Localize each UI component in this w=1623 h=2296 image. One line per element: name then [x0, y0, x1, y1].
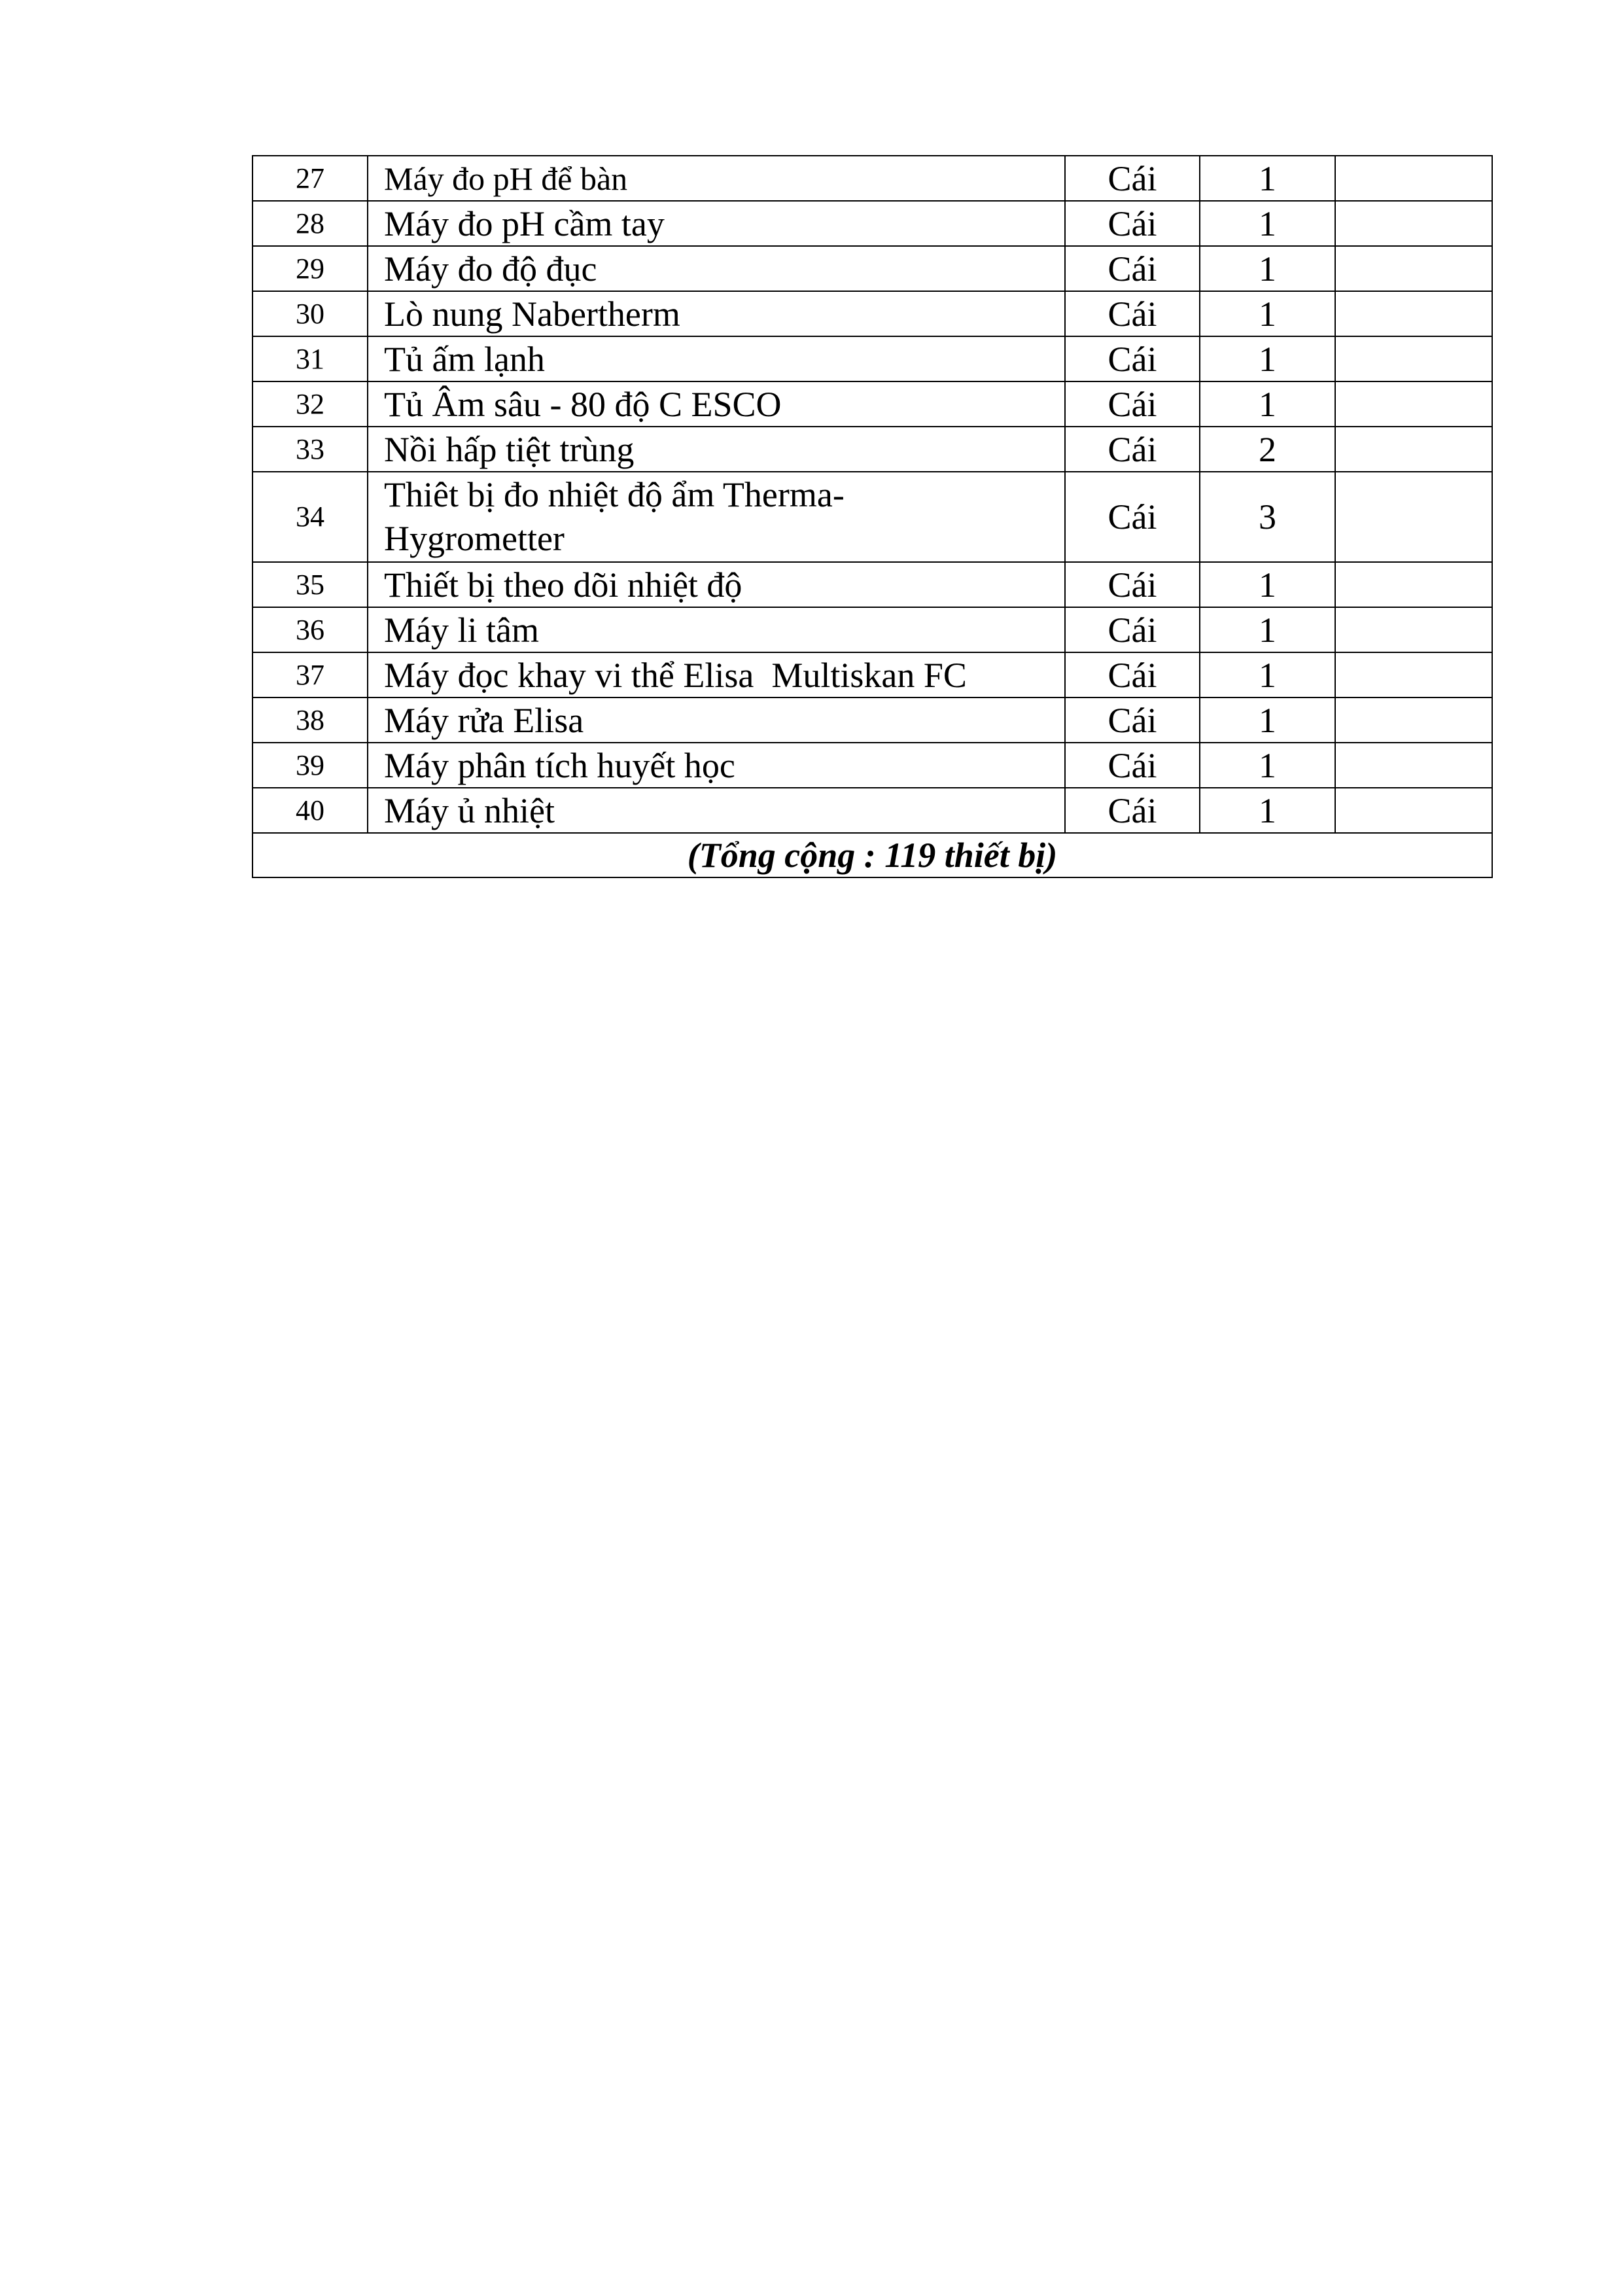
unit: Cái: [1065, 607, 1200, 652]
row-number: 31: [253, 336, 368, 381]
table-row: [253, 652, 1492, 698]
quantity: 1: [1200, 698, 1335, 743]
row-number: 34: [253, 472, 368, 562]
note: [1335, 698, 1492, 743]
quantity: 1: [1200, 562, 1335, 607]
table-row: [253, 336, 1492, 381]
equipment-name: Nồi hấp tiệt trùng: [368, 427, 1065, 472]
note: [1335, 291, 1492, 336]
unit: Cái: [1065, 472, 1200, 562]
table-row: [253, 427, 1492, 472]
equipment-name: Máy đo pH để bàn: [368, 156, 1065, 201]
unit: Cái: [1065, 201, 1200, 246]
unit: Cái: [1065, 291, 1200, 336]
equipment-name-line-2: Hygrometter: [384, 519, 565, 558]
equipment-name: [368, 472, 1065, 562]
equipment-table: [252, 155, 1493, 878]
row-number: 37: [253, 652, 368, 698]
equipment-name: Tủ Âm sâu - 80 độ C ESCO: [368, 381, 1065, 427]
quantity: 1: [1200, 291, 1335, 336]
equipment-name: Máy ủ nhiệt: [368, 788, 1065, 833]
unit: Cái: [1065, 788, 1200, 833]
table-row: [253, 381, 1492, 427]
row-number: 28: [253, 201, 368, 246]
table-row: [253, 291, 1492, 336]
quantity: 1: [1200, 201, 1335, 246]
table-row: [253, 201, 1492, 246]
equipment-name: Máy đo pH cầm tay: [368, 201, 1065, 246]
quantity: 1: [1200, 743, 1335, 788]
equipment-name: Máy đọc khay vi thể Elisa Multiskan FC: [368, 652, 1065, 698]
unit: Cái: [1065, 743, 1200, 788]
row-number: 40: [253, 788, 368, 833]
table-row: [253, 743, 1492, 788]
quantity: 1: [1200, 607, 1335, 652]
unit: Cái: [1065, 156, 1200, 201]
table-row: [253, 562, 1492, 607]
equipment-name: Máy li tâm: [368, 607, 1065, 652]
equipment-name: Máy rửa Elisa: [368, 698, 1065, 743]
unit: Cái: [1065, 381, 1200, 427]
equipment-name: Tủ ấm lạnh: [368, 336, 1065, 381]
table-row: [253, 607, 1492, 652]
note: [1335, 607, 1492, 652]
row-number: 33: [253, 427, 368, 472]
quantity: 1: [1200, 156, 1335, 201]
total-label: (Tổng cộng : 119 thiết bị): [253, 833, 1492, 877]
note: [1335, 381, 1492, 427]
unit: Cái: [1065, 336, 1200, 381]
note: [1335, 743, 1492, 788]
quantity: 1: [1200, 381, 1335, 427]
table-row: [253, 246, 1492, 291]
quantity: 2: [1200, 427, 1335, 472]
note: [1335, 156, 1492, 201]
note: [1335, 427, 1492, 472]
equipment-name: Máy phân tích huyết học: [368, 743, 1065, 788]
unit: Cái: [1065, 652, 1200, 698]
row-number: 30: [253, 291, 368, 336]
note: [1335, 246, 1492, 291]
table-row: [253, 472, 1492, 562]
row-number: 38: [253, 698, 368, 743]
table-row: [253, 156, 1492, 201]
quantity: 1: [1200, 336, 1335, 381]
note: [1335, 336, 1492, 381]
quantity: 1: [1200, 246, 1335, 291]
equipment-name: Lò nung Nabertherm: [368, 291, 1065, 336]
note: [1335, 652, 1492, 698]
table-row: [253, 788, 1492, 833]
unit: Cái: [1065, 562, 1200, 607]
unit: Cái: [1065, 246, 1200, 291]
row-number: 39: [253, 743, 368, 788]
note: [1335, 788, 1492, 833]
row-number: 36: [253, 607, 368, 652]
equipment-name: Máy đo độ đục: [368, 246, 1065, 291]
row-number: 29: [253, 246, 368, 291]
unit: Cái: [1065, 698, 1200, 743]
total-row: [253, 833, 1492, 877]
quantity: 1: [1200, 652, 1335, 698]
unit: Cái: [1065, 427, 1200, 472]
row-number: 27: [253, 156, 368, 201]
note: [1335, 562, 1492, 607]
note: [1335, 472, 1492, 562]
quantity: 3: [1200, 472, 1335, 562]
table-row: [253, 698, 1492, 743]
equipment-name: Thiết bị theo dõi nhiệt độ: [368, 562, 1065, 607]
row-number: 35: [253, 562, 368, 607]
note: [1335, 201, 1492, 246]
equipment-name-line-1: Thiêt bị đo nhiệt độ ẩm Therma-: [384, 475, 845, 514]
row-number: 32: [253, 381, 368, 427]
quantity: 1: [1200, 788, 1335, 833]
